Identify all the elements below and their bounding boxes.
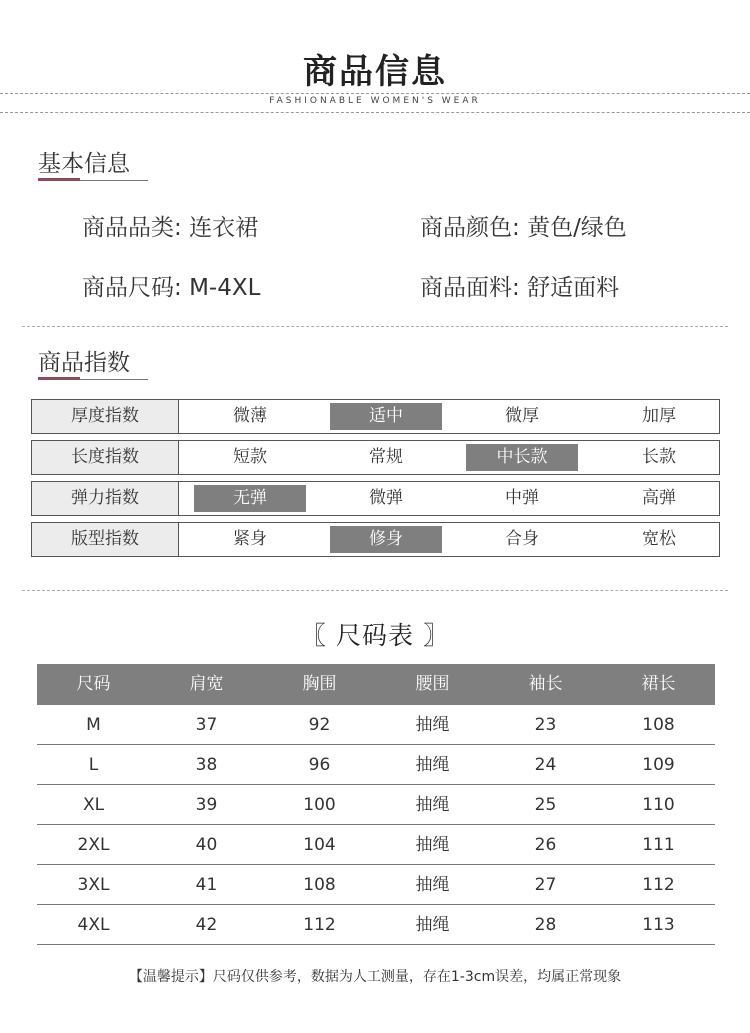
table-cell: 2XL xyxy=(77,835,110,855)
table-cell: 110 xyxy=(642,795,675,815)
table-cell: 25 xyxy=(534,795,557,815)
size-table-header xyxy=(37,664,715,705)
index-title: 商品指数 xyxy=(38,350,130,376)
index-option: 高弹 xyxy=(642,488,676,508)
index-row-label: 版型指数 xyxy=(32,523,179,556)
table-cell: 抽绳 xyxy=(415,715,450,735)
index-option: 紧身 xyxy=(233,529,267,549)
info-color xyxy=(420,209,627,242)
table-cell: 40 xyxy=(195,835,218,855)
info-size xyxy=(82,269,260,302)
index-option-selected: 适中 xyxy=(330,403,442,430)
info-color-label: 商品颜色: xyxy=(420,215,520,241)
table-cell: 抽绳 xyxy=(415,755,450,775)
table-cell: 28 xyxy=(534,915,557,935)
table-cell: 26 xyxy=(534,835,557,855)
index-row-label: 厚度指数 xyxy=(32,400,179,433)
size-table-header-cell: 胸围 xyxy=(302,674,337,694)
table-cell: 抽绳 xyxy=(415,915,450,935)
index-option: 微薄 xyxy=(233,406,267,426)
size-table-header-cell: 腰围 xyxy=(415,674,450,694)
index-option: 微弹 xyxy=(369,488,403,508)
index-option-selected: 修身 xyxy=(330,526,442,553)
table-cell: 111 xyxy=(642,835,675,855)
info-color-value: 黄色/绿色 xyxy=(527,215,627,241)
size-table-header-cell: 袖长 xyxy=(528,674,563,694)
info-fabric-value: 舒适面料 xyxy=(527,275,620,301)
table-cell: 109 xyxy=(642,755,675,775)
tip-note: 【温馨提示】尺码仅供参考，数据为人工测量，存在1-3cm误差，均属正常现象 xyxy=(128,969,622,985)
index-row xyxy=(31,481,720,516)
index-accent xyxy=(38,377,80,380)
info-fabric xyxy=(420,269,619,302)
size-table-header-cell: 肩宽 xyxy=(189,674,224,694)
index-row xyxy=(31,440,720,475)
table-row xyxy=(37,745,715,785)
table-row xyxy=(37,825,715,865)
table-cell: 92 xyxy=(308,715,331,735)
size-table-body xyxy=(37,705,715,945)
index-option: 微厚 xyxy=(505,406,539,426)
index-option: 合身 xyxy=(505,529,539,549)
table-cell: 24 xyxy=(534,755,557,775)
basic-info-title: 基本信息 xyxy=(38,151,130,177)
index-option: 加厚 xyxy=(642,406,676,426)
size-table-header-cell: 尺码 xyxy=(76,674,111,694)
table-cell: 37 xyxy=(195,715,218,735)
index-row-label: 弹力指数 xyxy=(32,482,179,515)
index-option: 常规 xyxy=(369,447,403,467)
table-cell: 38 xyxy=(195,755,218,775)
page-subtitle: FASHIONABLE WOMEN'S WEAR xyxy=(269,96,481,106)
table-cell: 96 xyxy=(308,755,331,775)
index-option: 中弹 xyxy=(505,488,539,508)
index-option-selected: 无弹 xyxy=(194,485,306,512)
table-row xyxy=(37,785,715,825)
table-cell: XL xyxy=(82,795,105,815)
info-size-value: M-4XL xyxy=(189,275,261,301)
index-row xyxy=(31,522,720,557)
index-option: 宽松 xyxy=(642,529,676,549)
table-cell: 104 xyxy=(303,835,336,855)
table-cell: 抽绳 xyxy=(415,835,450,855)
index-option-selected: 中长款 xyxy=(466,444,578,471)
table-row xyxy=(37,905,715,945)
table-cell: 112 xyxy=(642,875,675,895)
section-divider-2 xyxy=(22,590,728,591)
table-cell: 41 xyxy=(195,875,218,895)
table-cell: 3XL xyxy=(77,875,110,895)
table-cell: 42 xyxy=(195,915,218,935)
section-divider xyxy=(22,326,728,327)
info-category xyxy=(82,209,258,242)
header-divider-bottom xyxy=(0,112,750,113)
index-row-label: 长度指数 xyxy=(32,441,179,474)
table-cell: 23 xyxy=(534,715,557,735)
size-table-title: 〖 尺码表 〗 xyxy=(301,621,449,650)
info-size-label: 商品尺码: xyxy=(82,275,182,301)
size-table-header-cell: 裙长 xyxy=(641,674,676,694)
table-cell: 112 xyxy=(303,915,336,935)
table-cell: M xyxy=(86,715,101,735)
table-cell: 抽绳 xyxy=(415,795,450,815)
table-cell: L xyxy=(88,755,99,775)
info-category-label: 商品品类: xyxy=(82,215,182,241)
table-cell: 113 xyxy=(642,915,675,935)
table-row xyxy=(37,705,715,745)
table-cell: 108 xyxy=(303,875,336,895)
index-option: 短款 xyxy=(233,447,267,467)
index-option: 长款 xyxy=(642,447,676,467)
size-table xyxy=(37,664,715,945)
table-cell: 4XL xyxy=(77,915,110,935)
table-cell: 108 xyxy=(642,715,675,735)
info-category-value: 连衣裙 xyxy=(189,215,259,241)
table-cell: 100 xyxy=(303,795,336,815)
table-cell: 39 xyxy=(195,795,218,815)
basic-info-accent xyxy=(38,178,80,181)
index-row xyxy=(31,399,720,434)
table-row xyxy=(37,865,715,905)
info-fabric-label: 商品面料: xyxy=(420,275,520,301)
table-cell: 27 xyxy=(534,875,557,895)
page-title: 商品信息 xyxy=(303,52,447,92)
header-divider xyxy=(0,93,750,94)
table-cell: 抽绳 xyxy=(415,875,450,895)
